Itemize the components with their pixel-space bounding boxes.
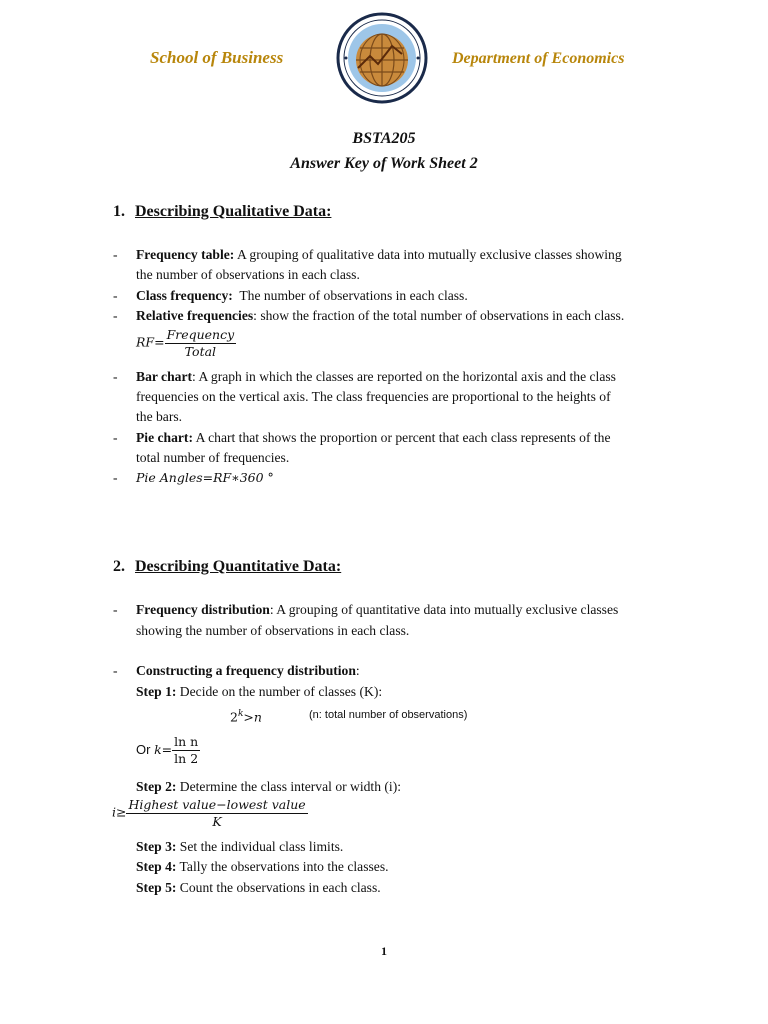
bar-chart-line3: the bars. xyxy=(136,409,183,424)
construct-line xyxy=(136,661,360,681)
bullet-dash: - xyxy=(113,308,118,323)
class-freq-text: The number of observations in each class. xyxy=(232,288,468,303)
bullet-dash: - xyxy=(113,663,118,678)
step2-text: Determine the class interval or width (i): xyxy=(176,779,402,794)
step5-line xyxy=(136,878,381,898)
rf-lhs: RF= xyxy=(136,334,165,350)
step4-text: Tally the observations into the classes. xyxy=(176,859,389,874)
rel-freq-term: Relative frequencies xyxy=(136,308,254,323)
pie-chart-line2: total number of frequencies. xyxy=(136,450,290,465)
step2-label: Step 2: xyxy=(136,779,177,794)
i-fraction xyxy=(126,797,307,830)
bar-chart-line2: frequencies on the vertical axis. The class frequencies are proportional to the heights of xyxy=(136,389,611,404)
k-formula xyxy=(136,734,200,767)
bullet-dash: - xyxy=(113,247,118,262)
step3-line xyxy=(136,837,343,857)
document-title: Answer Key of Work Sheet 2 xyxy=(290,155,478,172)
section2-title: Describing Quantitative Data: xyxy=(135,558,342,575)
step1-formula-exp: k xyxy=(237,709,244,719)
pie-angle-formula xyxy=(136,468,274,488)
freq-dist-text: : A grouping of quantitative data into mutually exclusive classes xyxy=(269,602,619,617)
construct-term: Constructing a frequency distribution xyxy=(136,663,356,678)
bullet-dash: - xyxy=(113,602,118,617)
bullet-dash: - xyxy=(113,470,118,485)
bullet-dash: - xyxy=(113,430,118,445)
k-lhs: k= xyxy=(154,741,173,757)
rf-denominator: Total xyxy=(184,344,217,359)
class-freq-term: Class frequency: xyxy=(136,288,233,303)
rel-freq-line xyxy=(136,306,624,326)
or-label: Or xyxy=(136,741,155,757)
school-name: School of Business xyxy=(150,48,284,67)
globe-logo-icon xyxy=(336,12,428,104)
rf-fraction xyxy=(165,327,237,360)
step1-text: Decide on the number of classes (K): xyxy=(176,684,383,699)
rf-formula xyxy=(136,327,236,360)
freq-dist-term: Frequency distribution xyxy=(136,602,270,617)
freq-table-line1 xyxy=(136,245,622,265)
class-freq-line xyxy=(136,286,468,306)
step3-text: Set the individual class limits. xyxy=(176,839,344,854)
step5-text: Count the observations in each class. xyxy=(176,880,381,895)
pie-chart-text: A chart that shows the proportion or percent that each class represents of the xyxy=(193,430,611,445)
pie-angle-math: Pie Angles=RF∗360 ° xyxy=(136,470,274,485)
section2-heading xyxy=(113,558,341,576)
pie-chart-line1 xyxy=(136,428,611,448)
construct-colon: : xyxy=(355,663,360,678)
course-code: BSTA205 xyxy=(352,130,416,147)
step1-line xyxy=(136,682,382,702)
freq-dist-line2: showing the number of observations in each class. xyxy=(136,623,410,638)
step2-line xyxy=(136,777,401,797)
rel-freq-text: : show the fraction of the total number of observations in each class. xyxy=(253,308,625,323)
i-formula xyxy=(112,797,308,830)
department-name: Department of Economics xyxy=(452,50,625,67)
pie-chart-term: Pie chart: xyxy=(136,430,193,445)
page-number: 1 xyxy=(381,944,387,958)
freq-dist-line1 xyxy=(136,600,618,620)
step1-formula-base: 2 xyxy=(230,709,238,725)
rf-numerator: Frequency xyxy=(166,327,235,342)
i-denominator: K xyxy=(212,814,222,829)
section2-number: 2. xyxy=(113,558,125,575)
bar-chart-text: : A graph in which the classes are reported on the horizontal axis and the class xyxy=(192,369,616,384)
step3-label: Step 3: xyxy=(136,839,177,854)
bullet-dash: - xyxy=(113,288,118,303)
step1-label: Step 1: xyxy=(136,684,177,699)
freq-table-term: Frequency table: xyxy=(136,247,235,262)
step4-line xyxy=(136,857,389,877)
k-numerator: ln n xyxy=(174,734,199,749)
k-denominator: ln 2 xyxy=(174,751,199,766)
bar-chart-term: Bar chart xyxy=(136,369,193,384)
i-lhs: i≥ xyxy=(112,804,127,820)
step1-formula xyxy=(230,704,262,728)
section1-number: 1. xyxy=(113,203,125,220)
step1-formula-rest: >n xyxy=(243,709,262,725)
step1-note: (n: total number of observations) xyxy=(309,709,468,721)
i-numerator: Highest value−lowest value xyxy=(128,797,306,812)
bullet-dash: - xyxy=(113,369,118,384)
freq-table-line2: the number of observations in each class. xyxy=(136,267,360,282)
k-fraction xyxy=(172,734,200,767)
freq-table-text: A grouping of qualitative data into mutually exclusive classes showing xyxy=(234,247,622,262)
step4-label: Step 4: xyxy=(136,859,177,874)
section1-heading xyxy=(113,203,331,221)
section1-title: Describing Qualitative Data: xyxy=(135,203,332,220)
bar-chart-line1 xyxy=(136,367,616,387)
step5-label: Step 5: xyxy=(136,880,177,895)
